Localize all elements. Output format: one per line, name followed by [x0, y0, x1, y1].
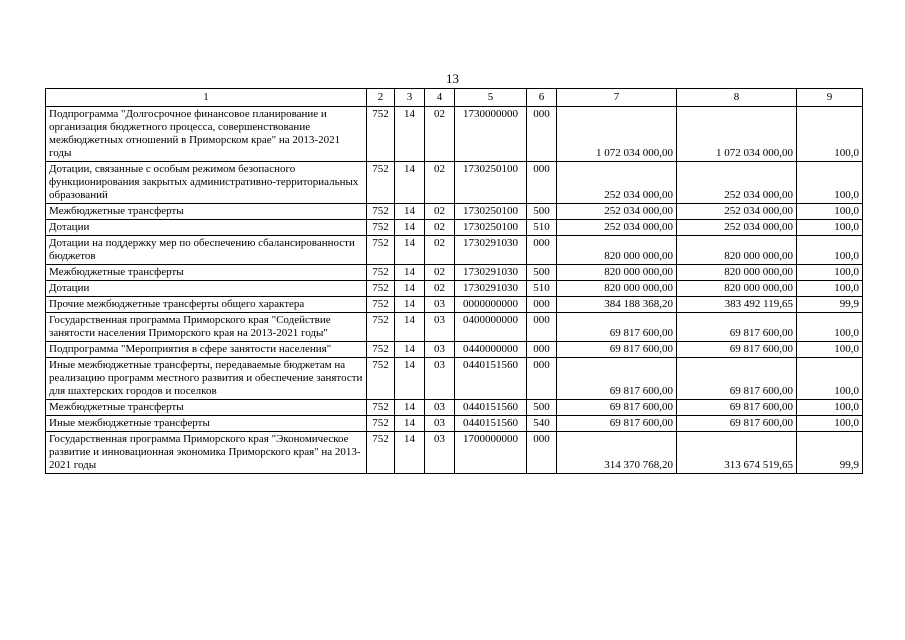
cell-admin-code: 752 [367, 400, 395, 416]
cell-approved-amount: 69 817 600,00 [557, 400, 677, 416]
table-row [46, 358, 863, 400]
cell-expense-type: 000 [527, 107, 557, 162]
cell-admin-code: 752 [367, 220, 395, 236]
cell-target-article: 0000000000 [455, 297, 527, 313]
cell-percent: 99,9 [797, 432, 863, 474]
cell-percent: 100,0 [797, 281, 863, 297]
cell-section: 14 [395, 342, 425, 358]
row-name: Иные межбюджетные трансферты [46, 416, 367, 432]
cell-executed-amount: 252 034 000,00 [677, 162, 797, 204]
table-row [46, 220, 863, 236]
table-row [46, 162, 863, 204]
cell-executed-amount: 820 000 000,00 [677, 236, 797, 265]
cell-subsection: 03 [425, 358, 455, 400]
table-row [46, 265, 863, 281]
col-header: 5 [455, 89, 527, 107]
row-name: Дотации, связанные с особым режимом безопасного функционирования закрытых административно-территориальных образований [46, 162, 367, 204]
cell-target-article: 1730250100 [455, 162, 527, 204]
cell-target-article: 1730291030 [455, 236, 527, 265]
row-name: Подпрограмма "Мероприятия в сфере занятости населения" [46, 342, 367, 358]
cell-approved-amount: 252 034 000,00 [557, 220, 677, 236]
cell-approved-amount: 69 817 600,00 [557, 358, 677, 400]
cell-percent: 100,0 [797, 204, 863, 220]
row-name: Межбюджетные трансферты [46, 204, 367, 220]
cell-section: 14 [395, 358, 425, 400]
cell-section: 14 [395, 265, 425, 281]
cell-target-article: 1730250100 [455, 204, 527, 220]
cell-expense-type: 500 [527, 204, 557, 220]
cell-approved-amount: 252 034 000,00 [557, 162, 677, 204]
cell-admin-code: 752 [367, 342, 395, 358]
cell-expense-type: 500 [527, 265, 557, 281]
cell-expense-type: 000 [527, 342, 557, 358]
cell-target-article: 0440151560 [455, 400, 527, 416]
cell-subsection: 03 [425, 313, 455, 342]
cell-subsection: 02 [425, 265, 455, 281]
cell-percent: 100,0 [797, 358, 863, 400]
cell-approved-amount: 384 188 368,20 [557, 297, 677, 313]
col-header: 2 [367, 89, 395, 107]
cell-section: 14 [395, 281, 425, 297]
cell-percent: 100,0 [797, 342, 863, 358]
cell-approved-amount: 69 817 600,00 [557, 342, 677, 358]
cell-admin-code: 752 [367, 162, 395, 204]
cell-executed-amount: 69 817 600,00 [677, 358, 797, 400]
row-name: Прочие межбюджетные трансферты общего характера [46, 297, 367, 313]
cell-subsection: 02 [425, 204, 455, 220]
cell-executed-amount: 69 817 600,00 [677, 416, 797, 432]
row-name: Дотации на поддержку мер по обеспечению сбалансированности бюджетов [46, 236, 367, 265]
cell-expense-type: 000 [527, 432, 557, 474]
cell-subsection: 02 [425, 107, 455, 162]
cell-expense-type: 000 [527, 236, 557, 265]
cell-admin-code: 752 [367, 204, 395, 220]
cell-executed-amount: 383 492 119,65 [677, 297, 797, 313]
cell-percent: 100,0 [797, 236, 863, 265]
row-name: Межбюджетные трансферты [46, 265, 367, 281]
cell-executed-amount: 252 034 000,00 [677, 204, 797, 220]
cell-executed-amount: 69 817 600,00 [677, 313, 797, 342]
cell-section: 14 [395, 416, 425, 432]
cell-target-article: 0400000000 [455, 313, 527, 342]
cell-admin-code: 752 [367, 432, 395, 474]
cell-approved-amount: 314 370 768,20 [557, 432, 677, 474]
table-row [46, 107, 863, 162]
table-row [46, 281, 863, 297]
col-header: 1 [46, 89, 367, 107]
table-row [46, 400, 863, 416]
cell-expense-type: 000 [527, 162, 557, 204]
cell-approved-amount: 69 817 600,00 [557, 313, 677, 342]
cell-section: 14 [395, 313, 425, 342]
col-header: 7 [557, 89, 677, 107]
table-row [46, 313, 863, 342]
cell-target-article: 1730291030 [455, 281, 527, 297]
cell-target-article: 0440151560 [455, 416, 527, 432]
cell-executed-amount: 69 817 600,00 [677, 342, 797, 358]
cell-expense-type: 000 [527, 358, 557, 400]
cell-section: 14 [395, 400, 425, 416]
cell-target-article: 1730291030 [455, 265, 527, 281]
cell-percent: 100,0 [797, 313, 863, 342]
cell-target-article: 0440000000 [455, 342, 527, 358]
cell-percent: 100,0 [797, 265, 863, 281]
cell-target-article: 1730000000 [455, 107, 527, 162]
table-row [46, 236, 863, 265]
cell-subsection: 02 [425, 162, 455, 204]
table-row [46, 342, 863, 358]
cell-subsection: 03 [425, 342, 455, 358]
table-row [46, 416, 863, 432]
cell-percent: 99,9 [797, 297, 863, 313]
budget-table [45, 88, 863, 474]
cell-expense-type: 510 [527, 220, 557, 236]
row-name: Государственная программа Приморского края "Содействие занятости населения Приморского края на 2013-2021 годы" [46, 313, 367, 342]
cell-admin-code: 752 [367, 297, 395, 313]
cell-approved-amount: 820 000 000,00 [557, 265, 677, 281]
cell-section: 14 [395, 236, 425, 265]
cell-executed-amount: 820 000 000,00 [677, 281, 797, 297]
cell-subsection: 02 [425, 220, 455, 236]
cell-admin-code: 752 [367, 313, 395, 342]
cell-approved-amount: 820 000 000,00 [557, 281, 677, 297]
cell-subsection: 02 [425, 236, 455, 265]
cell-target-article: 0440151560 [455, 358, 527, 400]
cell-target-article: 1730250100 [455, 220, 527, 236]
cell-executed-amount: 1 072 034 000,00 [677, 107, 797, 162]
cell-target-article: 1700000000 [455, 432, 527, 474]
cell-subsection: 03 [425, 416, 455, 432]
cell-executed-amount: 69 817 600,00 [677, 400, 797, 416]
cell-subsection: 03 [425, 400, 455, 416]
cell-admin-code: 752 [367, 281, 395, 297]
cell-percent: 100,0 [797, 220, 863, 236]
table-row [46, 204, 863, 220]
cell-admin-code: 752 [367, 416, 395, 432]
cell-executed-amount: 313 674 519,65 [677, 432, 797, 474]
cell-percent: 100,0 [797, 162, 863, 204]
col-header: 8 [677, 89, 797, 107]
cell-approved-amount: 1 072 034 000,00 [557, 107, 677, 162]
cell-executed-amount: 252 034 000,00 [677, 220, 797, 236]
row-name: Государственная программа Приморского края "Экономическое развитие и инновационная экономика Приморского края" на 2013-2021 годы [46, 432, 367, 474]
col-header: 9 [797, 89, 863, 107]
row-name: Подпрограмма "Долгосрочное финансовое планирование и организация бюджетного процесса, совершенствование межбюджетных отношений в Приморском крае" на 2013-2021 годы [46, 107, 367, 162]
cell-section: 14 [395, 204, 425, 220]
cell-subsection: 02 [425, 281, 455, 297]
cell-subsection: 03 [425, 432, 455, 474]
table-row [46, 297, 863, 313]
col-header: 3 [395, 89, 425, 107]
cell-approved-amount: 252 034 000,00 [557, 204, 677, 220]
row-name: Дотации [46, 220, 367, 236]
cell-expense-type: 510 [527, 281, 557, 297]
cell-expense-type: 000 [527, 297, 557, 313]
cell-admin-code: 752 [367, 236, 395, 265]
table-row [46, 432, 863, 474]
cell-section: 14 [395, 432, 425, 474]
page-number: 13 [446, 71, 459, 86]
cell-section: 14 [395, 107, 425, 162]
cell-approved-amount: 69 817 600,00 [557, 416, 677, 432]
cell-percent: 100,0 [797, 107, 863, 162]
row-name: Межбюджетные трансферты [46, 400, 367, 416]
cell-expense-type: 500 [527, 400, 557, 416]
cell-expense-type: 540 [527, 416, 557, 432]
cell-approved-amount: 820 000 000,00 [557, 236, 677, 265]
cell-subsection: 03 [425, 297, 455, 313]
cell-admin-code: 752 [367, 107, 395, 162]
col-header: 4 [425, 89, 455, 107]
cell-section: 14 [395, 220, 425, 236]
cell-section: 14 [395, 162, 425, 204]
row-name: Иные межбюджетные трансферты, передаваемые бюджетам на реализацию программ местного развития и обеспечение занятости для шахтерских городов и поселков [46, 358, 367, 400]
row-name: Дотации [46, 281, 367, 297]
cell-section: 14 [395, 297, 425, 313]
col-header: 6 [527, 89, 557, 107]
header-row [46, 89, 863, 107]
cell-executed-amount: 820 000 000,00 [677, 265, 797, 281]
cell-percent: 100,0 [797, 416, 863, 432]
cell-expense-type: 000 [527, 313, 557, 342]
cell-admin-code: 752 [367, 358, 395, 400]
cell-admin-code: 752 [367, 265, 395, 281]
cell-percent: 100,0 [797, 400, 863, 416]
